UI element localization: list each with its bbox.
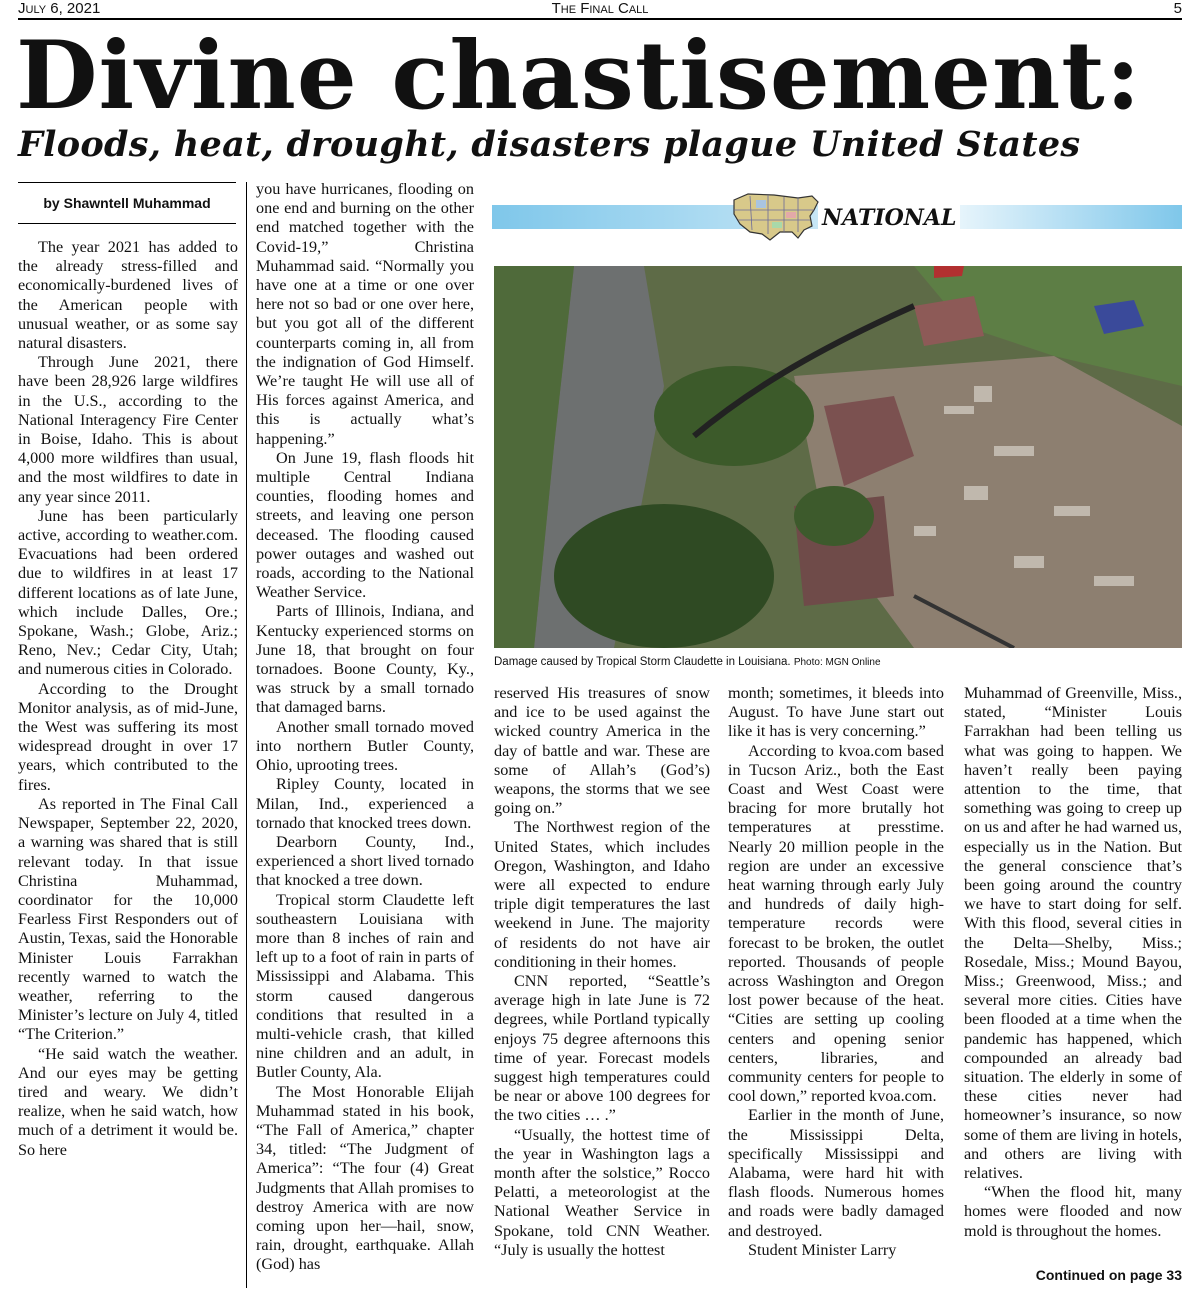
- paragraph: Muhammad of Greenville, Miss., stated, “Minister Louis Farrakhan had been telling us what was going to happen. We haven’t really been paying attention to the time, that something was going to creep up on us and after he had warned us, especially us in the Nation. But the general conscience that’s been going around the country we have to start doing for self. With this flood, several cities in the Delta—Shelby, Miss.; Rosedale, Miss.; Mound Bayou, Miss.; Greenwood, Miss.; and several more cities. Cities have been flooded at a time when the pandemic has happened, which compounded an already bad situation. The elderly in some of these cities never had homeowner’s insurance, so now some of them are living in hotels, and others are living with relatives.: [964, 684, 1182, 1183]
- paragraph: According to kvoa.com based in Tucson Ariz., both the East Coast and West Coast were bracing for more brutally hot temperatures at presstime. Nearly 20 million people in the region are under an excessive heat warning through early July and hundreds of daily high-temperature records were forecast to be broken, the outlet reported. Thousands of people across Washington and Oregon lost power because of the heat. “Cities are setting up cooling centers and opening senior centers, libraries, and community centers for people to cool down,” reported kvoa.com.: [728, 741, 944, 1106]
- subheadline: Floods, heat, drought, disasters plague United States: [18, 124, 1081, 165]
- section-label: NATIONAL: [818, 204, 960, 232]
- storm-damage-photo: [494, 266, 1182, 648]
- paragraph: Ripley County, located in Milan, Ind., experienced a tornado that knocked trees down.: [256, 775, 474, 832]
- us-map-icon: [728, 186, 824, 246]
- paragraph: you have hurricanes, flooding on one end and burning on the other end matched together with the Covid-19,” Christina Muhammad said. “Normally you have one at a time or one over here not so bad or one over here, but you got all of the different counterparts coming in, all from the indignation of God Himself. We’re taught He will use all of His forces against America, and this is actually what’s happening.”: [256, 180, 474, 448]
- paragraph: “When the flood hit, many homes were flooded and now mold is throughout the homes.: [964, 1183, 1182, 1240]
- article-column-3: [494, 684, 710, 1286]
- page-header: [18, 0, 1182, 20]
- article-column-1: [18, 238, 238, 1286]
- page-number: 5: [1173, 0, 1182, 17]
- paragraph: As reported in The Final Call Newspaper, September 22, 2020, a warning was shared that is still relevant today. In that issue Christina Muhammad, coordinator for the 10,000 Fearless First Responders out of Austin, Texas, said the Honorable Minister Louis Farrakhan recently warned to watch the weather, referring to the Minister’s lecture on July 4, titled “The Criterion.”: [18, 794, 238, 1044]
- column-divider: [246, 182, 247, 1288]
- byline: by Shawntell Muhammad: [18, 182, 236, 224]
- article-column-4: [728, 684, 944, 1286]
- article-column-2: [256, 180, 474, 1288]
- paragraph: Parts of Illinois, Indiana, and Kentucky experienced storms on June 18, that brought on four tornadoes. Boone County, Ky., was struck by a small tornado that damaged barns.: [256, 602, 474, 717]
- paragraph: Tropical storm Claudette left southeastern Louisiana with more than 8 inches of rain and left up to a foot of rain in parts of Mississippi and Alabama. This storm caused dangerous conditions that resulted in a multi-vehicle crash, that killed nine children and an adult, in Butler County, Ala.: [256, 890, 474, 1082]
- paragraph: Through June 2021, there have been 28,926 large wildfires in the U.S., according to the National Interagency Fire Center in Boise, Idaho. This is about 4,000 more wildfires than usual, and the most wildfires to date in any year since 2011.: [18, 353, 238, 506]
- paragraph: “He said watch the weather. And our eyes may be getting tired and weary. We didn’t realize, when he said watch, how much of a detriment it would be. So here: [18, 1044, 238, 1159]
- paragraph: June has been particularly active, according to weather.com. Evacuations had been ordered due to wildfires in at least 17 different locations as of late June, which include Dalles, Ore.; Spokane, Wash.; Globe, Ariz.; Reno, Nev.; Cedar City, Utah; and numerous cities in Colorado.: [18, 506, 238, 679]
- paragraph: month; sometimes, it bleeds into August. To have June start out like it has is very concerning.”: [728, 684, 944, 741]
- paragraph: reserved His treasures of snow and ice to be used against the wicked country America in the day of battle and war. These are some of Allah’s (God’s) weapons, the storms that we see going on.”: [494, 684, 710, 818]
- paragraph: The year 2021 has added to the already stress-filled and economically-burdened lives of the American people with unusual weather, or as some say natural disasters.: [18, 238, 238, 353]
- paragraph: Student Minister Larry: [748, 1240, 897, 1259]
- article-column-5: [964, 684, 1182, 1266]
- paragraph: Another small tornado moved into northern Butler County, Ohio, uprooting trees.: [256, 717, 474, 775]
- paragraph: According to the Drought Monitor analysis, as of mid-June, the West was suffering its most widespread drought in over 17 years, which contributed to the fires.: [18, 679, 238, 794]
- paragraph: Earlier in the month of June, the Mississippi Delta, specifically Mississippi and Alabama, were hard hit with flash floods. Numerous homes and roads were badly damaged and destroyed.: [728, 1106, 944, 1240]
- caption-text: Damage caused by Tropical Storm Claudette in Louisiana.: [494, 656, 791, 668]
- paragraph: Dearborn County, Ind., experienced a short lived tornado that knocked a tree down.: [256, 832, 474, 890]
- photo-caption: [494, 655, 1182, 670]
- paragraph: The Northwest region of the United States, which includes Oregon, Washington, and Idaho were all expected to endure triple digit temperatures the last weekend in June. The majority of residents do not have air conditioning in their homes.: [494, 818, 710, 971]
- issue-date: July 6, 2021: [18, 0, 101, 17]
- paragraph: CNN reported, “Seattle’s average high in late June is 72 degrees, while Portland typically enjoys 75 degree afternoons this time of year. Forecast models suggest high temperatures could be near or above 100 degrees for the two cities … .”: [494, 972, 710, 1125]
- continued-link[interactable]: Continued on page 33: [1035, 1267, 1182, 1283]
- photo-credit: Photo: MGN Online: [793, 657, 881, 668]
- paper-name: The Final Call: [551, 0, 649, 17]
- paragraph: “Usually, the hottest time of the year in Washington lags a month after the solstice,” Rocco Pelatti, a meteorologist at the National Weather Service in Spokane, told CNN Weather. “July is usually the hottest: [494, 1125, 710, 1259]
- headline: Divine chastisement:: [16, 21, 1142, 131]
- paragraph: The Most Honorable Elijah Muhammad stated in his book, “The Fall of America,” chapter 34, titled: “The Judgment of America”: “The four (4) Great Judgments that Allah promises to destroy America with are now coming upon her—hail, snow, rain, drought, earthquake. Allah (God) has: [256, 1082, 474, 1274]
- paragraph: On June 19, flash floods hit multiple Central Indiana counties, flooding homes and streets, and leaving one person deceased. The flooding caused power outages and washed out roads, according to the National Weather Service.: [256, 448, 474, 602]
